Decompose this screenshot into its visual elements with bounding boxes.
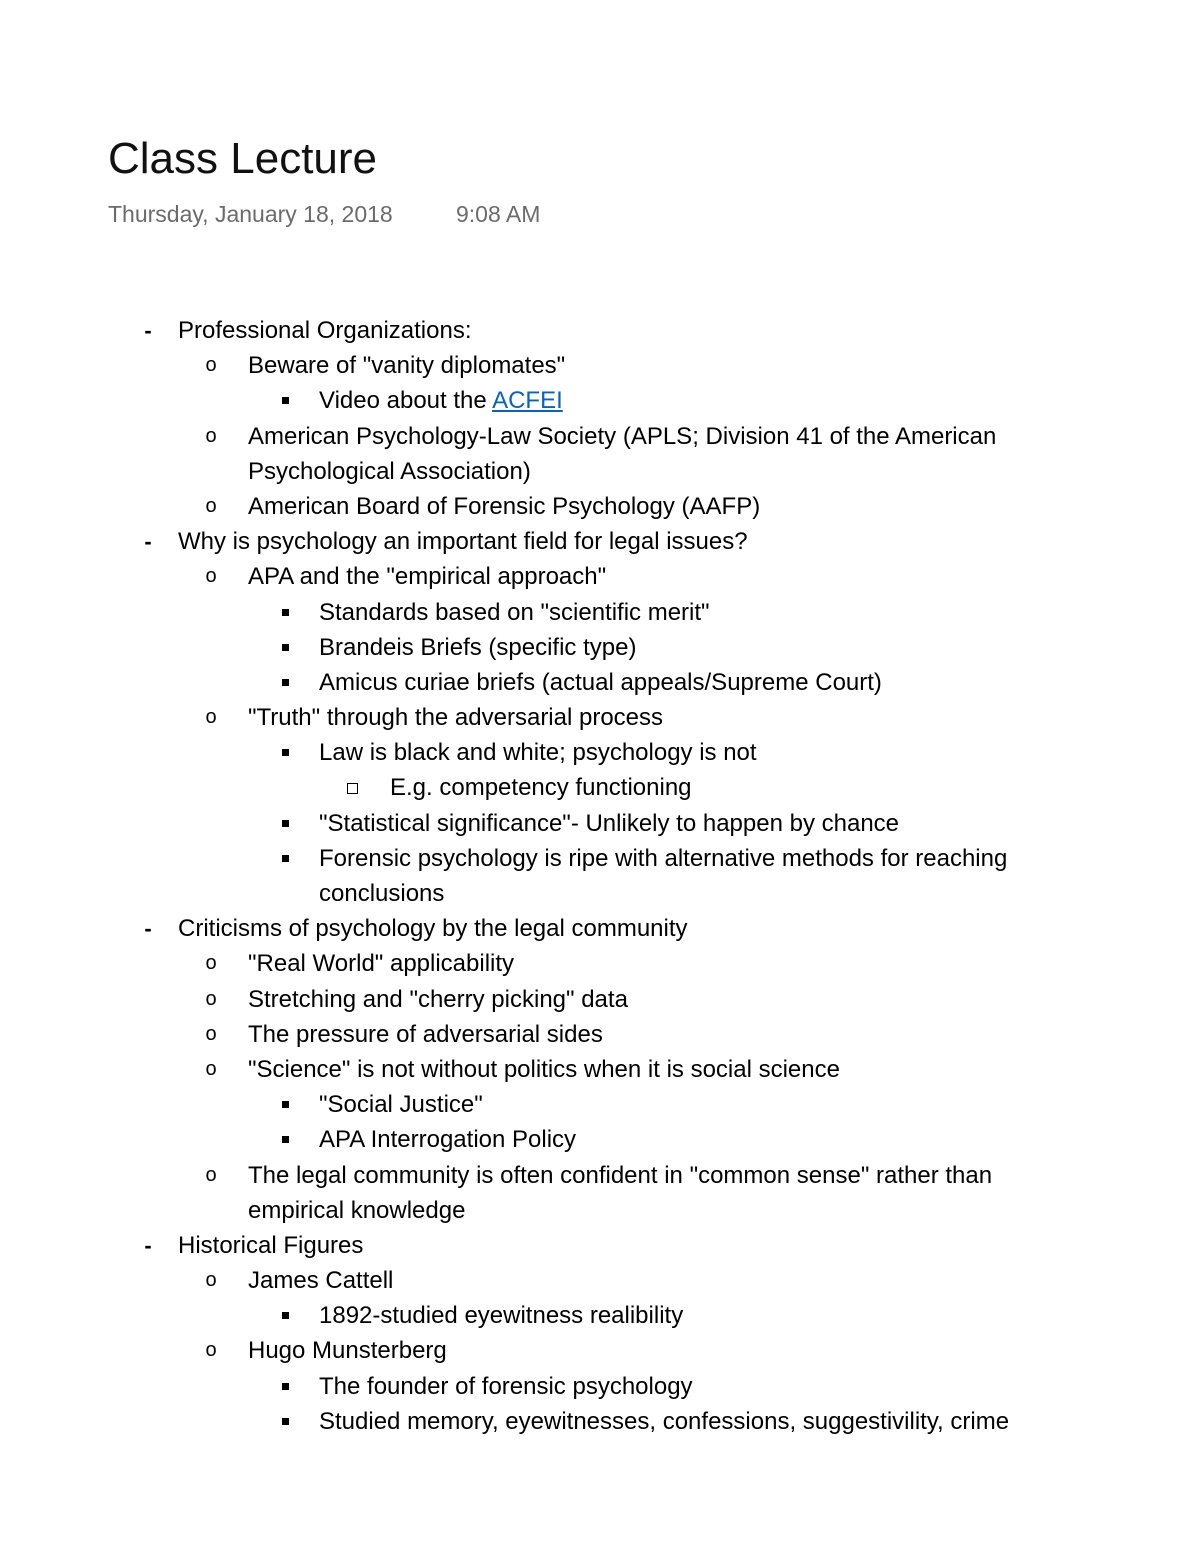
outline-item-label: James Cattell (248, 1267, 394, 1295)
outline-item-level-3 (0, 665, 1200, 700)
page-title: Class Lecture (108, 134, 378, 183)
outline-item-level-3 (0, 841, 1200, 876)
outline-item-label: American Board of Forensic Psychology (AAFP) (248, 492, 761, 520)
square-bullet-icon (278, 665, 294, 700)
outline-item-level-3 (0, 1087, 1200, 1122)
outline-item-label: Forensic psychology is ripe with alternative methods for reaching (319, 844, 1008, 872)
outline-item-label: Why is psychology an important field for legal issues? (178, 528, 748, 556)
square-bullet-icon (278, 1369, 294, 1404)
outline-item-level-3 (0, 595, 1200, 630)
outline-item-text (319, 1404, 1009, 1439)
outline-item-text (248, 559, 606, 594)
outline-item-text (248, 1017, 603, 1052)
outline-item-level-3 (0, 735, 1200, 770)
dash-bullet-icon: - (144, 1232, 152, 1258)
square-bullet-icon (278, 1122, 294, 1157)
outline-item-text (248, 1158, 992, 1193)
outline-item-level-2 (0, 1017, 1200, 1052)
outline-item-label: Law is black and white; psychology is not (319, 739, 757, 767)
outline-item-label: Standards based on "scientific merit" (319, 598, 710, 626)
outline-item-text (248, 1193, 465, 1228)
outline-item-text (319, 1122, 576, 1157)
outline-item-level-3 (0, 1122, 1200, 1157)
outline-item-text (248, 982, 628, 1017)
outline-item-label: Brandeis Briefs (specific type) (319, 633, 637, 661)
outline-item-text (319, 630, 636, 665)
outline-item-text (319, 595, 710, 630)
outline-item-label: Amicus curiae briefs (actual appeals/Supreme Court) (319, 668, 882, 696)
circle-bullet-icon: o (205, 354, 217, 377)
hollow-square-bullet-icon (342, 770, 364, 805)
outline-item-label: Psychological Association) (248, 457, 531, 485)
note-date: Thursday, January 18, 2018 (108, 201, 393, 227)
outline-item-level-2 (0, 1052, 1200, 1087)
outline-item-level-3 (0, 383, 1200, 418)
square-bullet-icon (278, 806, 294, 841)
outline-item-label: Professional Organizations: (178, 317, 472, 344)
circle-bullet-icon: o (205, 1269, 217, 1292)
outline-item-level-3 (0, 1369, 1200, 1404)
outline-item-level-4 (0, 770, 1200, 805)
outline-item-label: "Science" is not without politics when it is social science (248, 1055, 840, 1083)
outline-item-text (319, 1087, 483, 1122)
outline-item-label: The founder of forensic psychology (319, 1372, 693, 1400)
outline-item-text (178, 524, 748, 559)
outline-item-label: E.g. competency functioning (390, 774, 692, 802)
outline-item-level-3 (0, 1298, 1200, 1333)
outline-item-level-1 (0, 313, 1200, 348)
outline-item-level-1 (0, 524, 1200, 559)
outline-item-level-3 (0, 630, 1200, 665)
outline-item-text (248, 419, 996, 454)
outline-item-label: "Statistical significance"- Unlikely to happen by chance (319, 809, 900, 837)
outline-item-level-2 (0, 419, 1200, 454)
outline-item-text (319, 876, 444, 911)
circle-bullet-icon: o (205, 424, 217, 447)
outline-item-label: "Social Justice" (319, 1091, 483, 1119)
circle-bullet-icon: o (205, 1163, 217, 1186)
circle-bullet-icon: o (205, 987, 217, 1010)
outline-item-level-2 (0, 1333, 1200, 1368)
outline-item-level-2 (0, 1263, 1200, 1298)
outline-item-label: Beware of "vanity diplomates" (248, 352, 566, 380)
outline-item-level-2 (0, 454, 1200, 489)
circle-bullet-icon: o (205, 1022, 217, 1045)
outline-item-text (319, 735, 757, 770)
circle-bullet-icon: o (205, 565, 217, 588)
outline-item-label: APA Interrogation Policy (319, 1126, 577, 1154)
outline-item-level-2 (0, 700, 1200, 735)
outline-item-label: APA and the "empirical approach" (248, 563, 607, 591)
outline-item-label: 1892-studied eyewitness realibility (319, 1302, 684, 1330)
outline-item-text (248, 946, 514, 981)
outline-item-level-2 (0, 1158, 1200, 1193)
outline-item-text (248, 348, 565, 383)
outline-item-text (248, 1263, 393, 1298)
outline-item-label: Criticisms of psychology by the legal community (178, 915, 688, 943)
outline-item-label: empirical knowledge (248, 1196, 466, 1224)
outline-item-text (319, 665, 882, 700)
square-bullet-icon (278, 1087, 294, 1122)
outline-item-text (178, 1228, 363, 1263)
outline-item-level-2 (0, 489, 1200, 524)
outline-item-level-3 (0, 876, 1200, 911)
dash-bullet-icon: - (144, 318, 152, 343)
outline-item-level-1 (0, 911, 1200, 946)
outline-item-text (248, 489, 760, 524)
outline-item-label: Stretching and "cherry picking" data (248, 985, 628, 1013)
outline-item-level-1 (0, 1228, 1200, 1263)
outline-item-text (178, 911, 688, 946)
outline-item-label: Studied memory, eyewitnesses, confessions, suggestivility, crime (319, 1407, 1010, 1435)
lecture-outline (0, 313, 1200, 1440)
square-bullet-icon (278, 1404, 294, 1439)
circle-bullet-icon: o (205, 952, 217, 975)
outline-item-text (178, 313, 471, 348)
circle-bullet-icon: o (205, 1057, 217, 1080)
outline-item-level-2 (0, 1193, 1200, 1228)
circle-bullet-icon: o (205, 1339, 217, 1362)
outline-item-label: Historical Figures (178, 1231, 364, 1259)
square-bullet-icon (278, 383, 294, 418)
outline-item-level-2 (0, 982, 1200, 1017)
outline-item-text (319, 806, 899, 841)
square-bullet-icon (278, 735, 294, 770)
outline-item-label: "Truth" through the adversarial process (248, 704, 664, 732)
outline-item-level-2 (0, 348, 1200, 383)
outline-item-label: The pressure of adversarial sides (248, 1020, 603, 1048)
outline-item-label: Hugo Munsterberg (248, 1337, 447, 1365)
circle-bullet-icon: o (205, 494, 217, 517)
outline-item-text (248, 1052, 840, 1087)
outline-item-level-3 (0, 806, 1200, 841)
outline-item-text (319, 1369, 693, 1404)
dash-bullet-icon: - (144, 916, 152, 942)
outline-item-text (390, 770, 692, 805)
circle-bullet-icon: o (205, 706, 217, 729)
outline-item-label: Video about the (319, 387, 493, 415)
square-bullet-icon (278, 595, 294, 630)
outline-item-text (248, 700, 663, 735)
outline-item-text (319, 841, 1007, 876)
outline-item-text (319, 1298, 683, 1333)
acfei-link[interactable]: ACFEI (492, 387, 563, 415)
outline-item-level-3 (0, 1404, 1200, 1439)
outline-item-text (248, 454, 531, 489)
square-bullet-icon (278, 630, 294, 665)
outline-item-label: conclusions (319, 880, 445, 907)
dash-bullet-icon: - (144, 529, 152, 555)
outline-item-level-2 (0, 946, 1200, 981)
outline-item-level-2 (0, 559, 1200, 594)
outline-item-label: American Psychology-Law Society (APLS; Division 41 of the American (248, 422, 997, 450)
outline-item-text (319, 383, 563, 418)
square-bullet-icon (278, 841, 294, 876)
square-bullet-icon (278, 1298, 294, 1333)
outline-item-label: "Real World" applicability (248, 950, 515, 978)
outline-item-text (248, 1333, 447, 1368)
outline-item-label: The legal community is often confident in "common sense" rather than (248, 1161, 993, 1189)
note-time: 9:08 AM (456, 201, 541, 227)
